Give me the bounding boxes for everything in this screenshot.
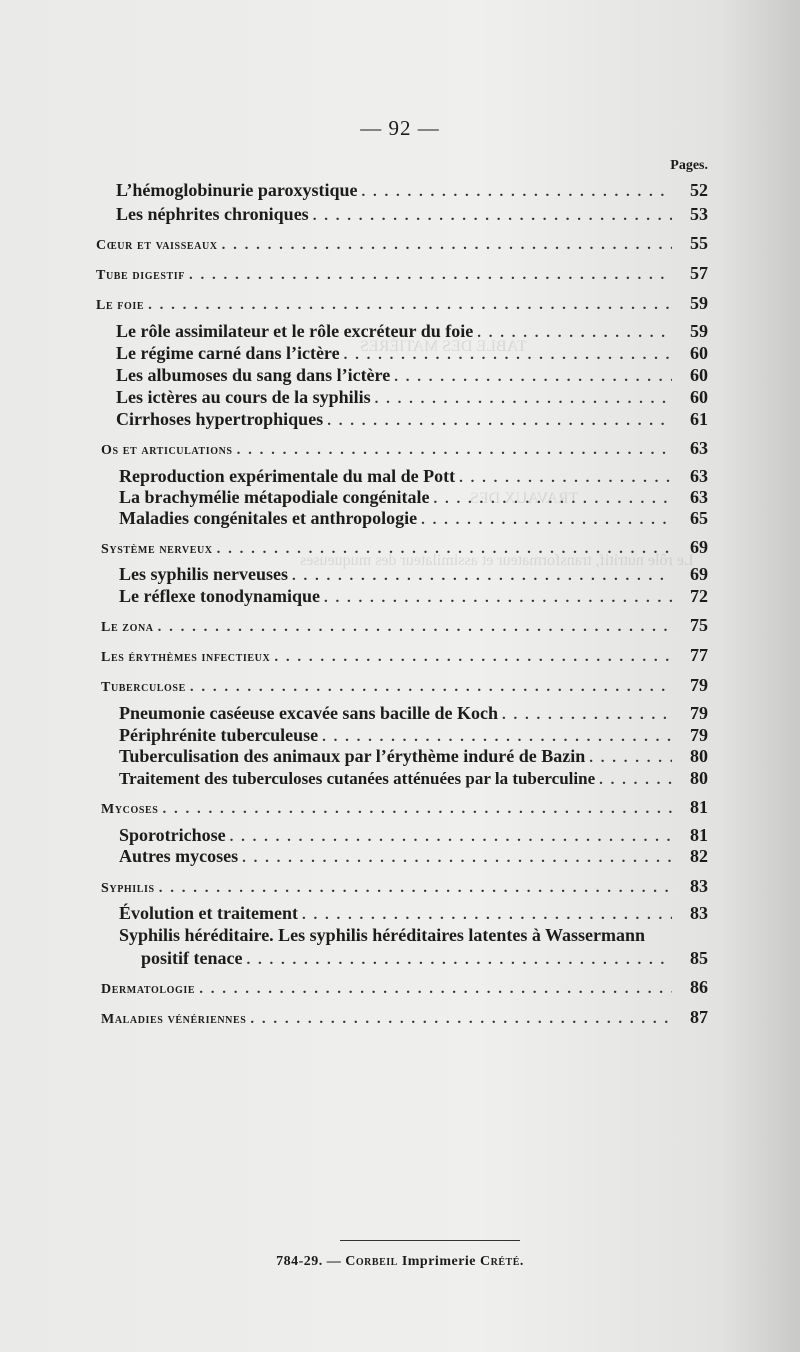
toc-section bbox=[0, 673, 800, 697]
entry-title: Traitement des tuberculoses cutanées atténuées par la tuberculine bbox=[119, 769, 596, 788]
toc-section bbox=[0, 291, 800, 315]
section-title: Os et articulations bbox=[101, 443, 233, 458]
entry-page: 59 bbox=[690, 293, 708, 313]
section-title: Cœur et vaisseaux bbox=[96, 238, 218, 253]
entry-title-first-line: Syphilis héréditaire. Les syphilis héréditaires latentes à Wassermann bbox=[119, 925, 646, 945]
toc-entry bbox=[0, 363, 800, 387]
entry-title: La brachymélie métapodiale congénitale bbox=[119, 487, 430, 507]
dot-leader bbox=[189, 263, 672, 287]
dot-leader bbox=[313, 204, 672, 228]
dot-leader bbox=[217, 537, 672, 561]
entry-title: Tuberculisation des animaux par l’érythème induré de Bazin bbox=[119, 746, 586, 766]
footer-rule bbox=[340, 1240, 520, 1241]
entry-page: 69 bbox=[690, 537, 708, 557]
entry-page: 63 bbox=[690, 438, 708, 458]
entry-page: 59 bbox=[690, 321, 708, 341]
section-title: Tuberculose bbox=[101, 680, 186, 695]
section-title: Mycoses bbox=[101, 802, 159, 817]
dot-leader bbox=[159, 876, 672, 900]
imprint-printer: Imprimerie bbox=[401, 1254, 477, 1269]
entry-page: 60 bbox=[690, 343, 708, 363]
toc-entry bbox=[0, 744, 800, 768]
entry-title: Les ictères au cours de la syphilis bbox=[116, 387, 371, 407]
dot-leader bbox=[242, 846, 672, 870]
toc-entry bbox=[0, 701, 800, 725]
entry-page: 52 bbox=[690, 180, 708, 200]
toc-section bbox=[0, 795, 800, 819]
toc-section bbox=[0, 231, 800, 255]
entry-page: 79 bbox=[690, 703, 708, 723]
imprint-code: 784-29. — bbox=[276, 1254, 342, 1269]
toc-section bbox=[0, 261, 800, 285]
entry-page: 87 bbox=[690, 1007, 708, 1027]
entry-page: 63 bbox=[690, 487, 708, 507]
bleed-through-text: TRAVAUX DES bbox=[470, 490, 579, 507]
entry-page: 85 bbox=[690, 948, 708, 968]
toc-section bbox=[0, 613, 800, 637]
entry-page: 75 bbox=[690, 615, 708, 635]
entry-title: Le réflexe tonodynamique bbox=[119, 586, 320, 606]
entry-page: 65 bbox=[690, 508, 708, 528]
toc-entry bbox=[0, 202, 800, 226]
toc-entry bbox=[0, 946, 800, 970]
toc-entry bbox=[0, 562, 800, 586]
dot-leader bbox=[148, 293, 672, 317]
entry-page: 81 bbox=[690, 825, 708, 845]
toc-entry bbox=[0, 319, 800, 343]
entry-title: Sporotrichose bbox=[119, 825, 226, 845]
entry-title: Les néphrites chroniques bbox=[116, 204, 309, 224]
section-title: Maladies vénériennes bbox=[101, 1012, 247, 1027]
toc-section bbox=[0, 975, 800, 999]
entry-title: Maladies congénitales et anthropologie bbox=[119, 508, 418, 528]
page-number: — 92 — bbox=[360, 116, 440, 140]
entry-title: L’hémoglobinurie paroxystique bbox=[116, 180, 358, 200]
entry-page: 60 bbox=[690, 387, 708, 407]
entry-title: Reproduction expérimentale du mal de Pott bbox=[119, 466, 456, 486]
entry-page: 60 bbox=[690, 365, 708, 385]
dot-leader bbox=[158, 615, 672, 639]
entry-title: Autres mycoses bbox=[119, 846, 239, 866]
entry-title: Les albumoses du sang dans l’ictère bbox=[116, 365, 391, 385]
toc-section bbox=[0, 535, 800, 559]
section-title: Les érythèmes infectieux bbox=[101, 650, 271, 665]
toc-section bbox=[0, 643, 800, 667]
dot-leader bbox=[599, 768, 672, 792]
toc-entry bbox=[0, 901, 800, 925]
entry-title-continuation: positif tenace bbox=[141, 948, 243, 968]
toc-section bbox=[0, 874, 800, 898]
toc-entry bbox=[0, 844, 800, 868]
section-title: Système nerveux bbox=[101, 542, 213, 557]
dot-leader bbox=[222, 233, 672, 257]
dot-leader bbox=[362, 180, 672, 204]
toc-entry bbox=[0, 341, 800, 365]
entry-page: 82 bbox=[690, 846, 708, 866]
toc-section bbox=[0, 436, 800, 460]
toc-section bbox=[0, 1005, 800, 1029]
entry-title: Le régime carné dans l’ictère bbox=[116, 343, 340, 363]
dot-leader bbox=[421, 508, 672, 532]
entry-page: 69 bbox=[690, 564, 708, 584]
dot-leader bbox=[274, 645, 672, 669]
dot-leader bbox=[250, 1007, 672, 1031]
imprint-city: Corbeil bbox=[345, 1254, 398, 1269]
entry-page: 55 bbox=[690, 233, 708, 253]
entry-page: 53 bbox=[690, 204, 708, 224]
bleed-through-text: Le rôle nutritif, transformateur et assimilateur des muqueuses bbox=[300, 552, 694, 569]
imprint-name: Crété. bbox=[480, 1254, 524, 1269]
toc-entry bbox=[0, 178, 800, 202]
entry-title: Cirrhoses hypertrophiques bbox=[116, 409, 324, 429]
dot-leader bbox=[324, 586, 672, 610]
entry-page: 86 bbox=[690, 977, 708, 997]
dot-leader bbox=[199, 977, 672, 1001]
toc-entry bbox=[0, 407, 800, 431]
section-title: Dermatologie bbox=[101, 982, 196, 997]
pages-column-label: Pages. bbox=[670, 158, 708, 173]
entry-page: 79 bbox=[690, 725, 708, 745]
dot-leader bbox=[327, 409, 672, 433]
dot-leader bbox=[190, 675, 672, 699]
entry-title: Évolution et traitement bbox=[119, 903, 298, 923]
entry-title: Périphrénite tuberculeuse bbox=[119, 725, 319, 745]
entry-page: 83 bbox=[690, 876, 708, 896]
entry-page: 80 bbox=[690, 746, 708, 766]
entry-title: Pneumonie caséeuse excavée sans bacille de Koch bbox=[119, 703, 498, 723]
toc-entry bbox=[0, 385, 800, 409]
printer-imprint bbox=[0, 1254, 800, 1270]
section-title: Le zona bbox=[101, 620, 154, 635]
entry-page: 57 bbox=[690, 263, 708, 283]
entry-page: 83 bbox=[690, 903, 708, 923]
entry-page: 81 bbox=[690, 797, 708, 817]
entry-title: Les syphilis nerveuses bbox=[119, 564, 289, 584]
entry-page: 72 bbox=[690, 586, 708, 606]
toc-entry bbox=[0, 506, 800, 530]
entry-page: 80 bbox=[690, 768, 708, 788]
entry-page: 79 bbox=[690, 675, 708, 695]
dot-leader bbox=[162, 797, 672, 821]
section-title: Syphilis bbox=[101, 881, 155, 896]
entry-page: 61 bbox=[690, 409, 708, 429]
entry-page: 63 bbox=[690, 466, 708, 486]
section-title: Tube digestif bbox=[96, 268, 185, 283]
toc-entry bbox=[0, 584, 800, 608]
bleed-through-text: TABLE DES MATIÈRES bbox=[360, 338, 527, 355]
entry-page: 77 bbox=[690, 645, 708, 665]
toc-entry bbox=[0, 766, 800, 790]
dot-leader bbox=[246, 948, 672, 972]
dot-leader bbox=[237, 438, 672, 462]
entry-title: Le rôle assimilateur et le rôle excréteur du foie bbox=[116, 321, 474, 341]
section-title: Le foie bbox=[96, 298, 145, 313]
